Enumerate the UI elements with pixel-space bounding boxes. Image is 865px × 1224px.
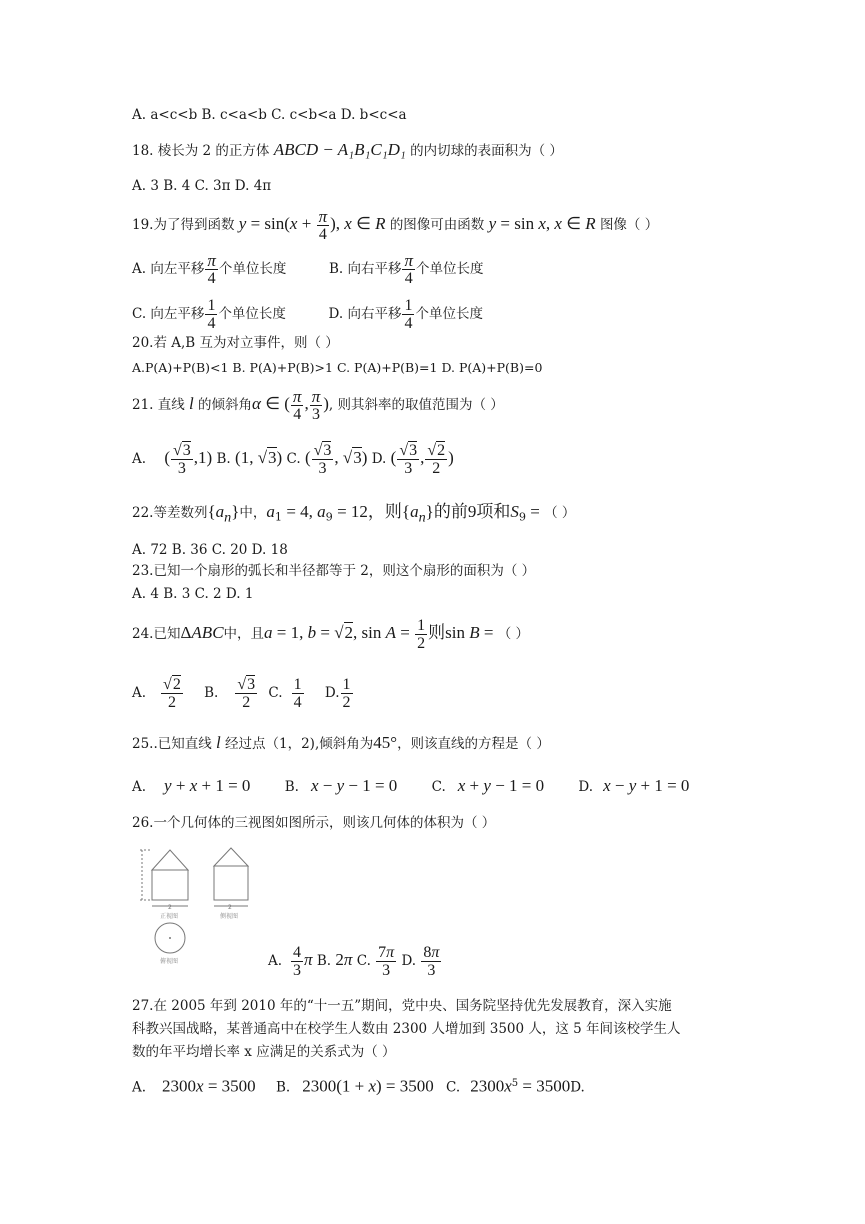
q18-pre: 18. 棱长为 2 的正方体 [132, 143, 270, 159]
q27-line1: 27.在 2005 年到 2010 年的“十一五”期间，党中央、国务院坚持优先发展教育，深入实施 [132, 998, 672, 1014]
q26-options: A. $\frac{4}{3}$ π B. 2π C. $\frac{7\pi}{3}$ D. $\frac{8\pi}{3}$ [268, 944, 440, 979]
q19-options-cd: C. 向左平移 $\frac{1}{4}$ 个单位长度 D. 向右平移 $\frac{1}{4}$ 个单位长度 [132, 297, 483, 332]
q22-mid: 中， [239, 505, 267, 521]
q18-math: ABCD − A₁B₁C₁D₁ [273, 140, 406, 159]
q22-options: A. 72 B. 36 C. 20 D. 18 [132, 542, 288, 558]
q24-stem: 24.已知ΔABC中，且a = 1, b = √2, sin A = $\frac{1}{2}$ 则sin B = （ ） [132, 617, 529, 652]
q17-options: A. a<c<b B. c<a<b C. c<b<a D. b<c<a [132, 107, 407, 123]
q25-stem: 25..已知直线 l 经过点（1，2),倾斜角为45°，则该直线的方程是（ ） [132, 733, 550, 752]
q19-option-b: B. 向右平移 [328, 261, 402, 277]
q24-mid: 中，且 [223, 626, 265, 642]
q24-pre: 24.已知 [132, 626, 181, 642]
side-view [214, 848, 248, 906]
q25-options: A. y + x + 1 = 0 B. x − y − 1 = 0 C. x + y − 1 = 0 D. x − y + 1 = 0 [132, 776, 690, 795]
top-label: 俯视图 [160, 958, 179, 965]
q20-stem: 20.若 A,B 互为对立事件，则（ ） [132, 335, 339, 351]
unit-text: 个单位长度 [218, 261, 287, 277]
front-view [140, 850, 188, 906]
q21-options: A. ( $\frac{√3}{3}$ ,1) B. (1, √3) C. ( $\frac{√3}{3}$ , √3) D. ( $\frac{√3}{3}$ , $\frac{√2}{2}$ ) [132, 442, 454, 477]
q19-pre: 19.为了得到函数 [132, 217, 235, 233]
q27-line2: 科教兴国战略，某普通高中在校学生人数由 2300 人增加到 3500 人，这 5 年间该校学生人 [132, 1021, 681, 1037]
side-dim: 2 [228, 904, 232, 911]
q21-pre: 21. 直线 [132, 397, 185, 413]
q25-pre: 25..已知直线 [132, 736, 212, 752]
q21-stem: 21. 直线 l 的倾斜角α ∈ ( $\frac{\pi}{4}$ , $\frac{\pi}{3}$ ), 则其斜率的取值范围为（ ） [132, 387, 504, 423]
unit-text: 个单位长度 [415, 306, 483, 322]
q22-stem: 22.等差数列$\{a_n\}$中，$a_1 = 4$, $a_9 = 12$，则$\{a_n\}$的前9项和$S_9$ = （ ） [132, 502, 576, 526]
three-view-figure [134, 842, 264, 972]
q23-stem: 23.已知一个扇形的弧长和半径都等于 2，则这个扇形的面积为（ ） [132, 563, 536, 579]
q26-stem: 26.一个几何体的三视图如图所示，则该几何体的体积为（ ） [132, 815, 496, 831]
q18-options: A. 3 B. 4 C. 3π D. 4π [132, 178, 272, 194]
side-label: 侧视图 [220, 913, 239, 920]
q19-stem: 19.为了得到函数 y = sin(x + $\frac{\pi}{4}$ ), x ∈ R 的图像可由函数 y = sin x, x ∈ R 图像（ ） [132, 207, 659, 243]
q21-post: , 则其斜率的取值范围为（ ） [328, 397, 504, 413]
q25-post: ，则该直线的方程是（ ） [397, 736, 550, 752]
q19-post: 图像（ ） [599, 217, 659, 233]
q18-post: 的内切球的表面积为（ ） [410, 143, 563, 159]
q27-options: A. 2300x = 3500 B. 2300(1 + x) = 3500 C. $2300x^5 = 3500D$. [132, 1076, 585, 1096]
q19-options-ab: A. 向左平移 $\frac{\pi}{4}$ 个单位长度 B. 向右平移 $\frac{\pi}{4}$ 个单位长度 [132, 251, 484, 287]
q27-line3: 数的年平均增长率 x 应满足的关系式为（ ） [132, 1044, 396, 1060]
q24-post: （ ） [497, 626, 529, 642]
q19-option-d: D. 向右平移 [328, 306, 402, 322]
top-view-center [169, 937, 171, 939]
q23-options: A. 4 B. 3 C. 2 D. 1 [132, 586, 254, 602]
unit-text: 个单位长度 [416, 261, 484, 277]
q19-option-c: C. 向左平移 [132, 306, 205, 322]
q21-mid: 的倾斜角 [198, 397, 252, 413]
q22-post: （ ） [544, 505, 576, 521]
q19-frac: $\frac{\pi}{4}$ [318, 207, 328, 243]
q22-pre: 22.等差数列 [132, 505, 208, 521]
unit-text: 个单位长度 [218, 306, 286, 322]
front-dim: 2 [168, 904, 172, 911]
q19-option-a: A. 向左平移 [132, 261, 205, 277]
front-label: 正视图 [160, 913, 179, 920]
q25-mid: 经过点（1，2),倾斜角为 [225, 736, 374, 752]
q20-options: A.P(A)+P(B)<1 B. P(A)+P(B)>1 C. P(A)+P(B)=1 D. P(A)+P(B)=0 [132, 360, 543, 375]
q19-mid: 的图像可由函数 [389, 217, 485, 233]
q24-options: A. $\frac{√2}{2}$ B. $\frac{√3}{2}$ C. $\frac{1}{4}$ D. $\frac{1}{2}$ [132, 676, 351, 711]
q18-stem [132, 140, 563, 161]
